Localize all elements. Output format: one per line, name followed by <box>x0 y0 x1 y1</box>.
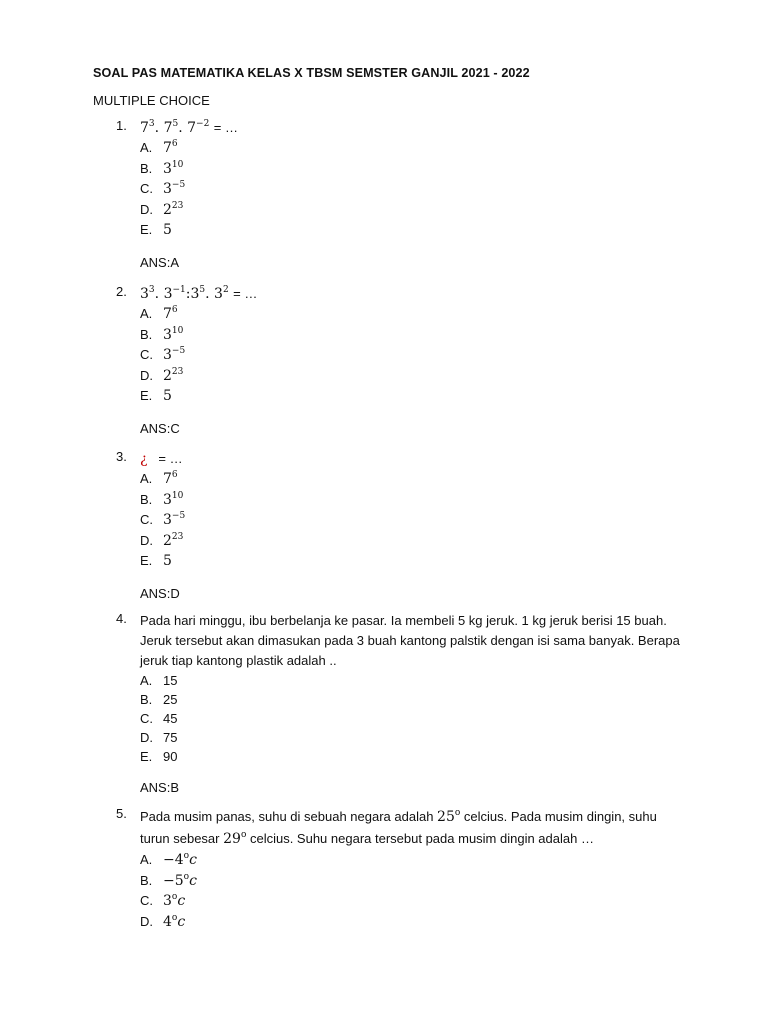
option-c[interactable]: C. 45 <box>140 711 178 726</box>
section-heading: MULTIPLE CHOICE <box>93 93 210 108</box>
option-b[interactable]: B. $3^{10}$ <box>140 325 184 343</box>
question-stem: $7^3$. $7^5$. $7^{-2}$ = … <box>140 119 238 136</box>
answer-key: ANS:B <box>140 780 180 795</box>
question-1 <box>116 118 686 273</box>
option-c[interactable]: C. 3$^o$c <box>140 892 186 909</box>
option-c[interactable]: C. $3^{-5}$ <box>140 180 186 197</box>
question-5 <box>116 806 696 932</box>
option-list <box>140 304 686 407</box>
option-e[interactable]: E. 5 <box>140 388 172 404</box>
option-a[interactable]: A. $7^6$ <box>140 305 178 322</box>
option-a[interactable]: A. $-4^oc$ <box>140 851 197 868</box>
option-list <box>140 850 696 932</box>
option-d[interactable]: D. 75 <box>140 730 178 745</box>
option-b[interactable]: B. $-5^oc$ <box>140 871 197 889</box>
question-2 <box>116 284 686 439</box>
option-list <box>140 138 686 241</box>
option-d[interactable]: D. $2^{23}$ <box>140 200 184 218</box>
math-expression: $7^3$. $7^5$. $7^{-2}$ <box>140 119 210 136</box>
option-b[interactable]: B. $3^{10}$ <box>140 490 184 508</box>
question-number: 3. <box>116 449 127 464</box>
option-a[interactable]: A. $7^6$ <box>140 470 178 487</box>
question-stem: Pada hari minggu, ibu berbelanja ke pasar. Ia membeli 5 kg jeruk. 1 kg jeruk berisi 15 buah. Jeruk tersebut akan dimasukan pada 3 buah kantong palstik dengan isi sama banyak. Berapa jeruk tiap kantong plastik adalah .. <box>140 613 680 668</box>
option-d[interactable]: D. $2^{23}$ <box>140 366 184 384</box>
question-4 <box>116 611 696 798</box>
option-a[interactable]: A. $7^6$ <box>140 139 178 156</box>
option-d[interactable]: D. 4$^o$c <box>140 912 186 930</box>
question-3 <box>116 449 686 604</box>
question-number: 1. <box>116 118 127 133</box>
option-b[interactable]: B. $3^{10}$ <box>140 159 184 177</box>
option-b[interactable]: B. 25 <box>140 692 178 707</box>
question-number: 5. <box>116 806 127 821</box>
answer-key: ANS:D <box>140 585 180 601</box>
option-list <box>140 671 696 766</box>
question-stem: ¿ = … <box>140 451 183 467</box>
page-title: SOAL PAS MATEMATIKA KELAS X TBSM SEMSTER GANJIL 2021 - 2022 <box>93 66 530 80</box>
option-a[interactable]: A. 15 <box>140 673 178 688</box>
answer-key: ANS:A <box>140 254 180 270</box>
question-number: 4. <box>116 611 127 626</box>
option-list <box>140 469 686 572</box>
option-c[interactable]: C. $3^{-5}$ <box>140 511 186 528</box>
option-e[interactable]: E. 5 <box>140 553 172 569</box>
math-expression: $3^3$. $3^{-1}:3^5$. $3^2$ <box>140 285 229 302</box>
option-e[interactable]: E. 90 <box>140 749 178 764</box>
question-stem: Pada musim panas, suhu di sebuah negara adalah 25$^o$ celcius. Pada musim dingin, suhu turun sebesar 29$^o$ celcius. Suhu negara tersebut pada musim dingin adalah … <box>140 808 657 847</box>
question-stem: $3^3$. $3^{-1}:3^5$. $3^2$ = … <box>140 285 258 302</box>
question-number: 2. <box>116 284 127 299</box>
option-e[interactable]: E. 5 <box>140 222 172 238</box>
option-d[interactable]: D. $2^{23}$ <box>140 531 184 549</box>
option-c[interactable]: C. $3^{-5}$ <box>140 346 186 363</box>
broken-equation-glyph: ¿ <box>140 451 148 467</box>
answer-key: ANS:C <box>140 420 180 436</box>
